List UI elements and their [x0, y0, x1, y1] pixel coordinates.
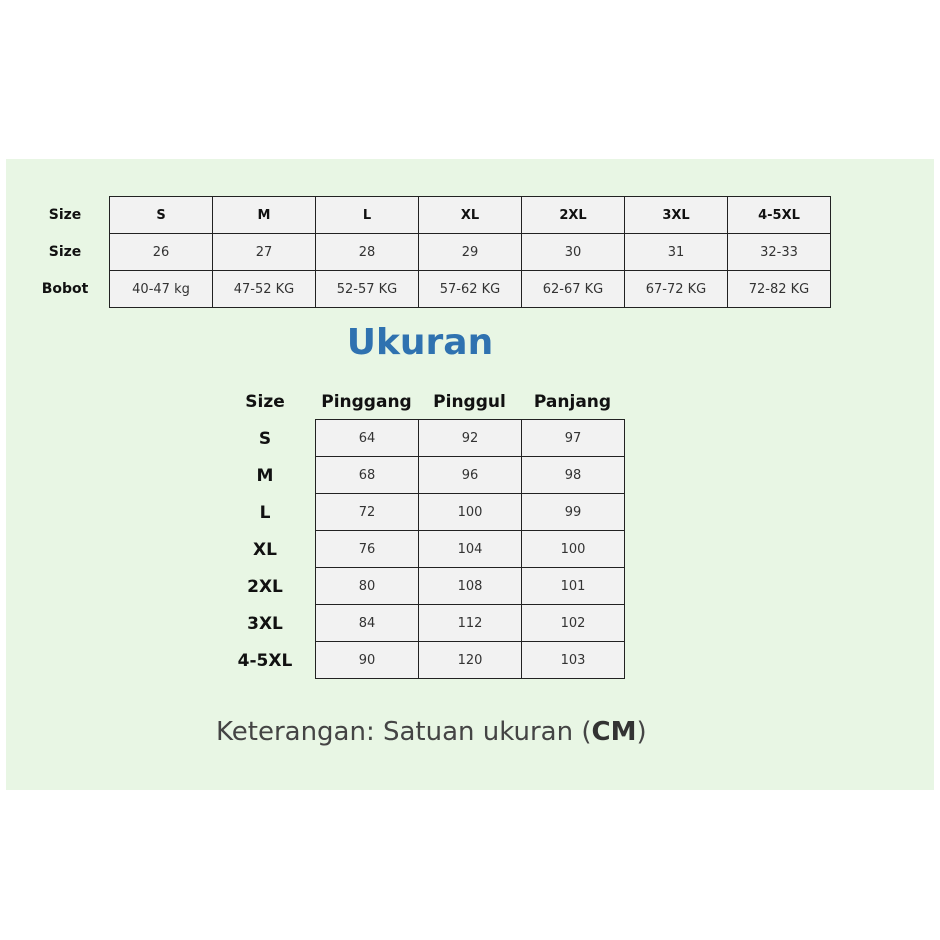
table1-row-label: Size — [48, 243, 82, 260]
table2-cell: 98 — [522, 457, 625, 494]
table2-cell: 102 — [522, 605, 625, 642]
table2-cell: 64 — [316, 420, 419, 457]
table2-cell: 80 — [316, 568, 419, 605]
table1-number-cell: 27 — [213, 234, 316, 271]
table1-weight-cell: 72-82 KG — [728, 271, 831, 308]
size-weight-table — [109, 196, 831, 308]
table1-weight-cell: 52-57 KG — [316, 271, 419, 308]
table2-cell: 68 — [316, 457, 419, 494]
table1-size-cell: XL — [419, 197, 522, 234]
table1-weight-cell: 57-62 KG — [419, 271, 522, 308]
table2-size-label: 4-5XL — [237, 650, 293, 671]
table1-size-cell: 3XL — [625, 197, 728, 234]
table1-number-cell: 28 — [316, 234, 419, 271]
table2-cell: 100 — [419, 494, 522, 531]
table1-weight-cell: 47-52 KG — [213, 271, 316, 308]
table2-cell: 76 — [316, 531, 419, 568]
table1-size-cell: M — [213, 197, 316, 234]
table2-size-label: XL — [253, 539, 277, 560]
table2-cell: 92 — [419, 420, 522, 457]
table2-cell: 72 — [316, 494, 419, 531]
table2-size-label: S — [258, 428, 272, 449]
unit-note-prefix: Keterangan: Satuan ukuran ( — [216, 717, 592, 747]
table2-cell: 100 — [522, 531, 625, 568]
table1-size-cell: L — [316, 197, 419, 234]
table2-cell: 108 — [419, 568, 522, 605]
table2-size-label: M — [256, 465, 274, 486]
unit-note-suffix: ) — [636, 717, 647, 747]
table2-header: Pinggang — [321, 392, 412, 412]
table2-size-label: 3XL — [247, 613, 283, 634]
table1-size-cell: 2XL — [522, 197, 625, 234]
table1-number-cell: 26 — [110, 234, 213, 271]
table2-cell: 112 — [419, 605, 522, 642]
table1-row-label: Size — [48, 206, 82, 223]
table2-cell: 90 — [316, 642, 419, 679]
table1-size-cell: 4-5XL — [728, 197, 831, 234]
table2-header: Panjang — [533, 392, 612, 412]
table2-cell: 103 — [522, 642, 625, 679]
table2-cell: 120 — [419, 642, 522, 679]
size-chart-panel — [6, 159, 934, 790]
table2-cell: 104 — [419, 531, 522, 568]
table1-number-cell: 30 — [522, 234, 625, 271]
table2-size-label: L — [259, 502, 271, 523]
unit-note — [216, 717, 647, 747]
page-title: Ukuran — [346, 322, 494, 363]
unit-note-unit: CM — [591, 717, 637, 747]
table1-number-cell: 31 — [625, 234, 728, 271]
table2-cell: 101 — [522, 568, 625, 605]
measurement-table — [315, 419, 625, 679]
table2-header: Size — [245, 392, 285, 412]
table2-size-label: 2XL — [247, 576, 283, 597]
table1-weight-cell: 62-67 KG — [522, 271, 625, 308]
table2-header: Pinggul — [433, 392, 506, 412]
table1-size-cell: S — [110, 197, 213, 234]
table1-row-label: Bobot — [41, 280, 89, 297]
table1-weight-cell: 40-47 kg — [110, 271, 213, 308]
table1-number-cell: 29 — [419, 234, 522, 271]
table2-cell: 84 — [316, 605, 419, 642]
table1-weight-cell: 67-72 KG — [625, 271, 728, 308]
table2-cell: 96 — [419, 457, 522, 494]
table1-number-cell: 32-33 — [728, 234, 831, 271]
table2-cell: 99 — [522, 494, 625, 531]
table2-cell: 97 — [522, 420, 625, 457]
